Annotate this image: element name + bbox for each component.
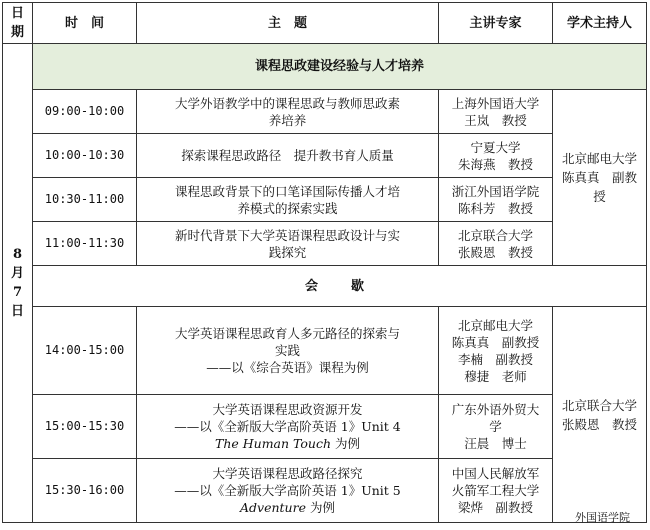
topic-cell: 大学外语教学中的课程思政与教师思政素 养培养 <box>137 90 439 134</box>
break-label: 会 歇 <box>33 266 647 307</box>
table-row <box>3 395 647 459</box>
unit-title: The Human Touch <box>214 436 332 451</box>
schedule-table <box>2 2 647 523</box>
watermark: 外国语学院 <box>575 511 630 524</box>
table-row <box>3 178 647 222</box>
header-host: 学术主持人 <box>553 3 647 44</box>
topic-cell: 大学英语课程思政育人多元路径的探索与 实践 ——以《综合英语》课程为例 <box>137 307 439 395</box>
topic-cell: 探索课程思政路径 提升教书育人质量 <box>137 134 439 178</box>
break-row <box>3 266 647 307</box>
header-expert: 主讲专家 <box>439 3 553 44</box>
header-topic: 主 题 <box>137 3 439 44</box>
date-cell: 8 月 7 日 <box>3 44 33 523</box>
expert-cell: 广东外语外贸大 学 汪晨 博士 <box>439 395 553 459</box>
topic-cell: 大学英语课程思政资源开发 ——以《全新版大学高阶英语 1》Unit 4 The Human Touch 为例 <box>137 395 439 459</box>
unit-title: Adventure <box>240 500 306 515</box>
topic-cell: 课程思政背景下的口笔译国际传播人才培 养模式的探索实践 <box>137 178 439 222</box>
header-row <box>3 3 647 44</box>
expert-cell: 北京联合大学 张殿恩 教授 <box>439 222 553 266</box>
topic-cell: 大学英语课程思政路径探究 ——以《全新版大学高阶英语 1》Unit 5 Adventure 为例 <box>137 459 439 523</box>
table-row <box>3 134 647 178</box>
topic-cell: 新时代背景下大学英语课程思政设计与实 践探究 <box>137 222 439 266</box>
session-title: 课程思政建设经验与人才培养 <box>33 44 647 90</box>
table-row <box>3 222 647 266</box>
session-title-row <box>3 44 647 90</box>
host-cell: 北京联合大学 张殿恩 教授 <box>553 307 647 523</box>
time-cell: 09:00-10:00 <box>33 90 137 134</box>
time-cell: 14:00-15:00 <box>33 307 137 395</box>
expert-cell: 北京邮电大学 陈真真 副教授 李楠 副教授 穆捷 老师 <box>439 307 553 395</box>
expert-cell: 上海外国语大学 王岚 教授 <box>439 90 553 134</box>
time-cell: 10:00-10:30 <box>33 134 137 178</box>
expert-cell: 浙江外国语学院 陈科芳 教授 <box>439 178 553 222</box>
header-date: 日 期 <box>3 3 33 44</box>
time-cell: 11:00-11:30 <box>33 222 137 266</box>
table-row <box>3 459 647 523</box>
time-cell: 15:00-15:30 <box>33 395 137 459</box>
expert-cell: 宁夏大学 朱海燕 教授 <box>439 134 553 178</box>
time-cell: 15:30-16:00 <box>33 459 137 523</box>
table-row <box>3 90 647 134</box>
host-cell: 北京邮电大学 陈真真 副教授 <box>553 90 647 266</box>
header-time: 时 间 <box>33 3 137 44</box>
time-cell: 10:30-11:00 <box>33 178 137 222</box>
table-row <box>3 307 647 395</box>
expert-cell: 中国人民解放军 火箭军工程大学 梁烨 副教授 <box>439 459 553 523</box>
